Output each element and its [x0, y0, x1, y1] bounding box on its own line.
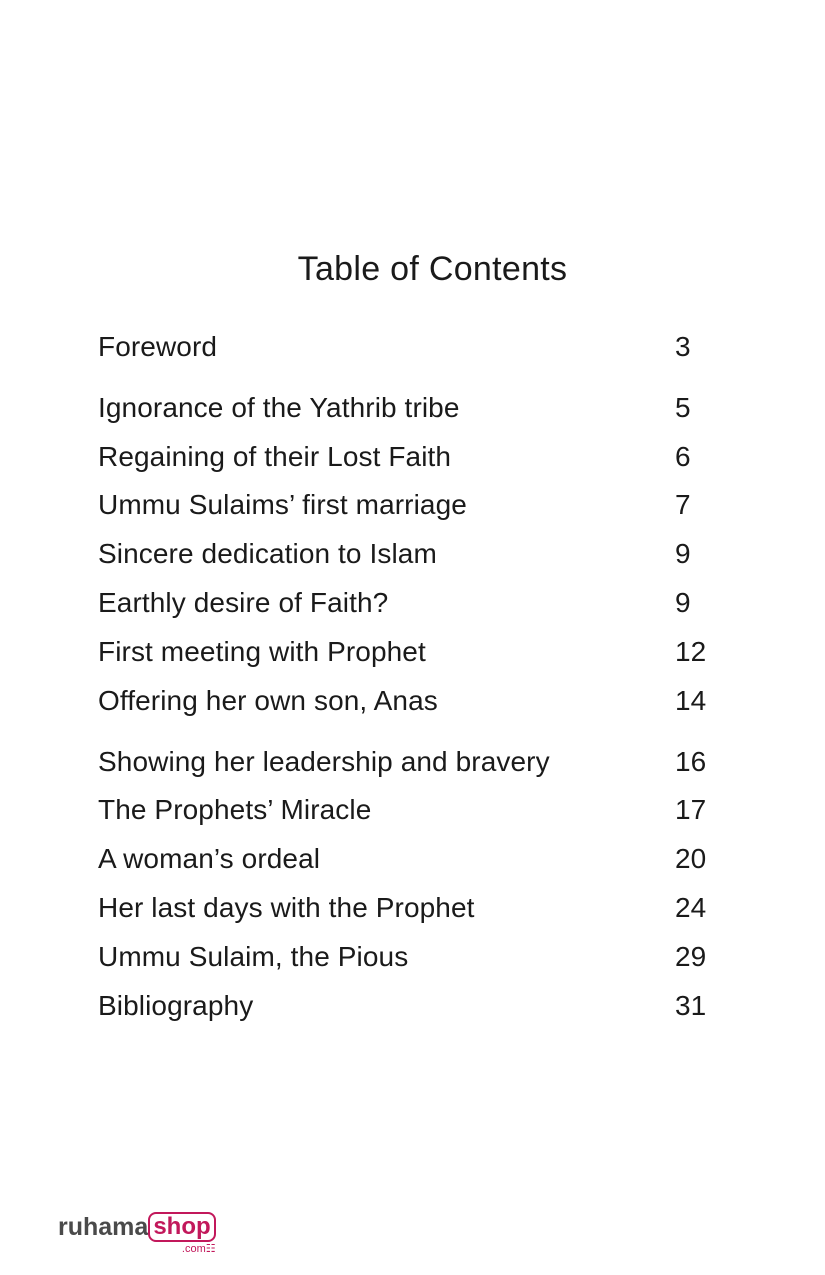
toc-entry[interactable]	[98, 329, 718, 365]
toc-entry-label: A woman’s ordeal	[98, 843, 321, 874]
toc-entry[interactable]	[98, 487, 718, 523]
toc-entry[interactable]	[98, 841, 718, 877]
toc-entry-label: Ummu Sulaim, the Pious	[98, 941, 409, 972]
toc-entry[interactable]	[98, 439, 718, 475]
toc-entry[interactable]	[98, 634, 718, 670]
toc-entry-label: Bibliography	[98, 990, 254, 1021]
toc-entry-page: 5	[675, 392, 691, 423]
toc-entry-page: 29	[675, 941, 707, 972]
toc-entry-label: Foreword	[98, 331, 218, 362]
toc-entry-page: 6	[675, 441, 691, 472]
toc-entry-page: 7	[675, 489, 691, 520]
logo-shop-text: shop	[148, 1212, 215, 1242]
toc-entry-label: Offering her own son, Anas	[98, 685, 438, 716]
logo-shop-badge	[148, 1212, 215, 1255]
toc-entry-page: 12	[675, 636, 707, 667]
toc-entry-label: First meeting with Prophet	[98, 636, 426, 667]
toc-entry-label: Sincere dedication to Islam	[98, 538, 437, 569]
toc-entry-page: 14	[675, 685, 707, 716]
cart-icon: ☷	[205, 1243, 216, 1255]
toc-entry[interactable]	[98, 683, 718, 719]
toc-entry-page: 17	[675, 794, 707, 825]
toc-entry[interactable]	[98, 536, 718, 572]
toc-entry-page: 20	[675, 843, 707, 874]
toc-entry[interactable]	[98, 890, 718, 926]
toc-entry-page: 16	[675, 746, 707, 777]
toc-entry-label: Showing her leadership and bravery	[98, 746, 550, 777]
toc-entry-label: Ummu Sulaims’ first marriage	[98, 489, 467, 520]
toc-entry[interactable]	[98, 585, 718, 621]
toc-entry[interactable]	[98, 792, 718, 828]
toc-entry-page: 24	[675, 892, 707, 923]
toc-entry-label: Regaining of their Lost Faith	[98, 441, 452, 472]
toc-entry-page: 9	[675, 587, 691, 618]
toc-entry-label: The Prophets’ Miracle	[98, 794, 372, 825]
toc-entry[interactable]	[98, 939, 718, 975]
logo-com-text: .com☷	[181, 1243, 216, 1255]
toc-entry-page: 3	[675, 331, 691, 362]
toc-entry[interactable]	[98, 744, 718, 780]
page-title: Table of Contents	[297, 250, 568, 288]
toc-entry[interactable]	[98, 988, 718, 1024]
toc-entry-label: Ignorance of the Yathrib tribe	[98, 392, 460, 423]
publisher-logo	[58, 1212, 216, 1255]
toc-entry-page: 9	[675, 538, 691, 569]
toc-entry-label: Her last days with the Prophet	[98, 892, 475, 923]
toc-entry[interactable]	[98, 390, 718, 426]
toc-entry-label: Earthly desire of Faith?	[98, 587, 389, 618]
logo-wordmark: ruhama	[58, 1213, 149, 1241]
toc-entry-page: 31	[675, 990, 707, 1021]
